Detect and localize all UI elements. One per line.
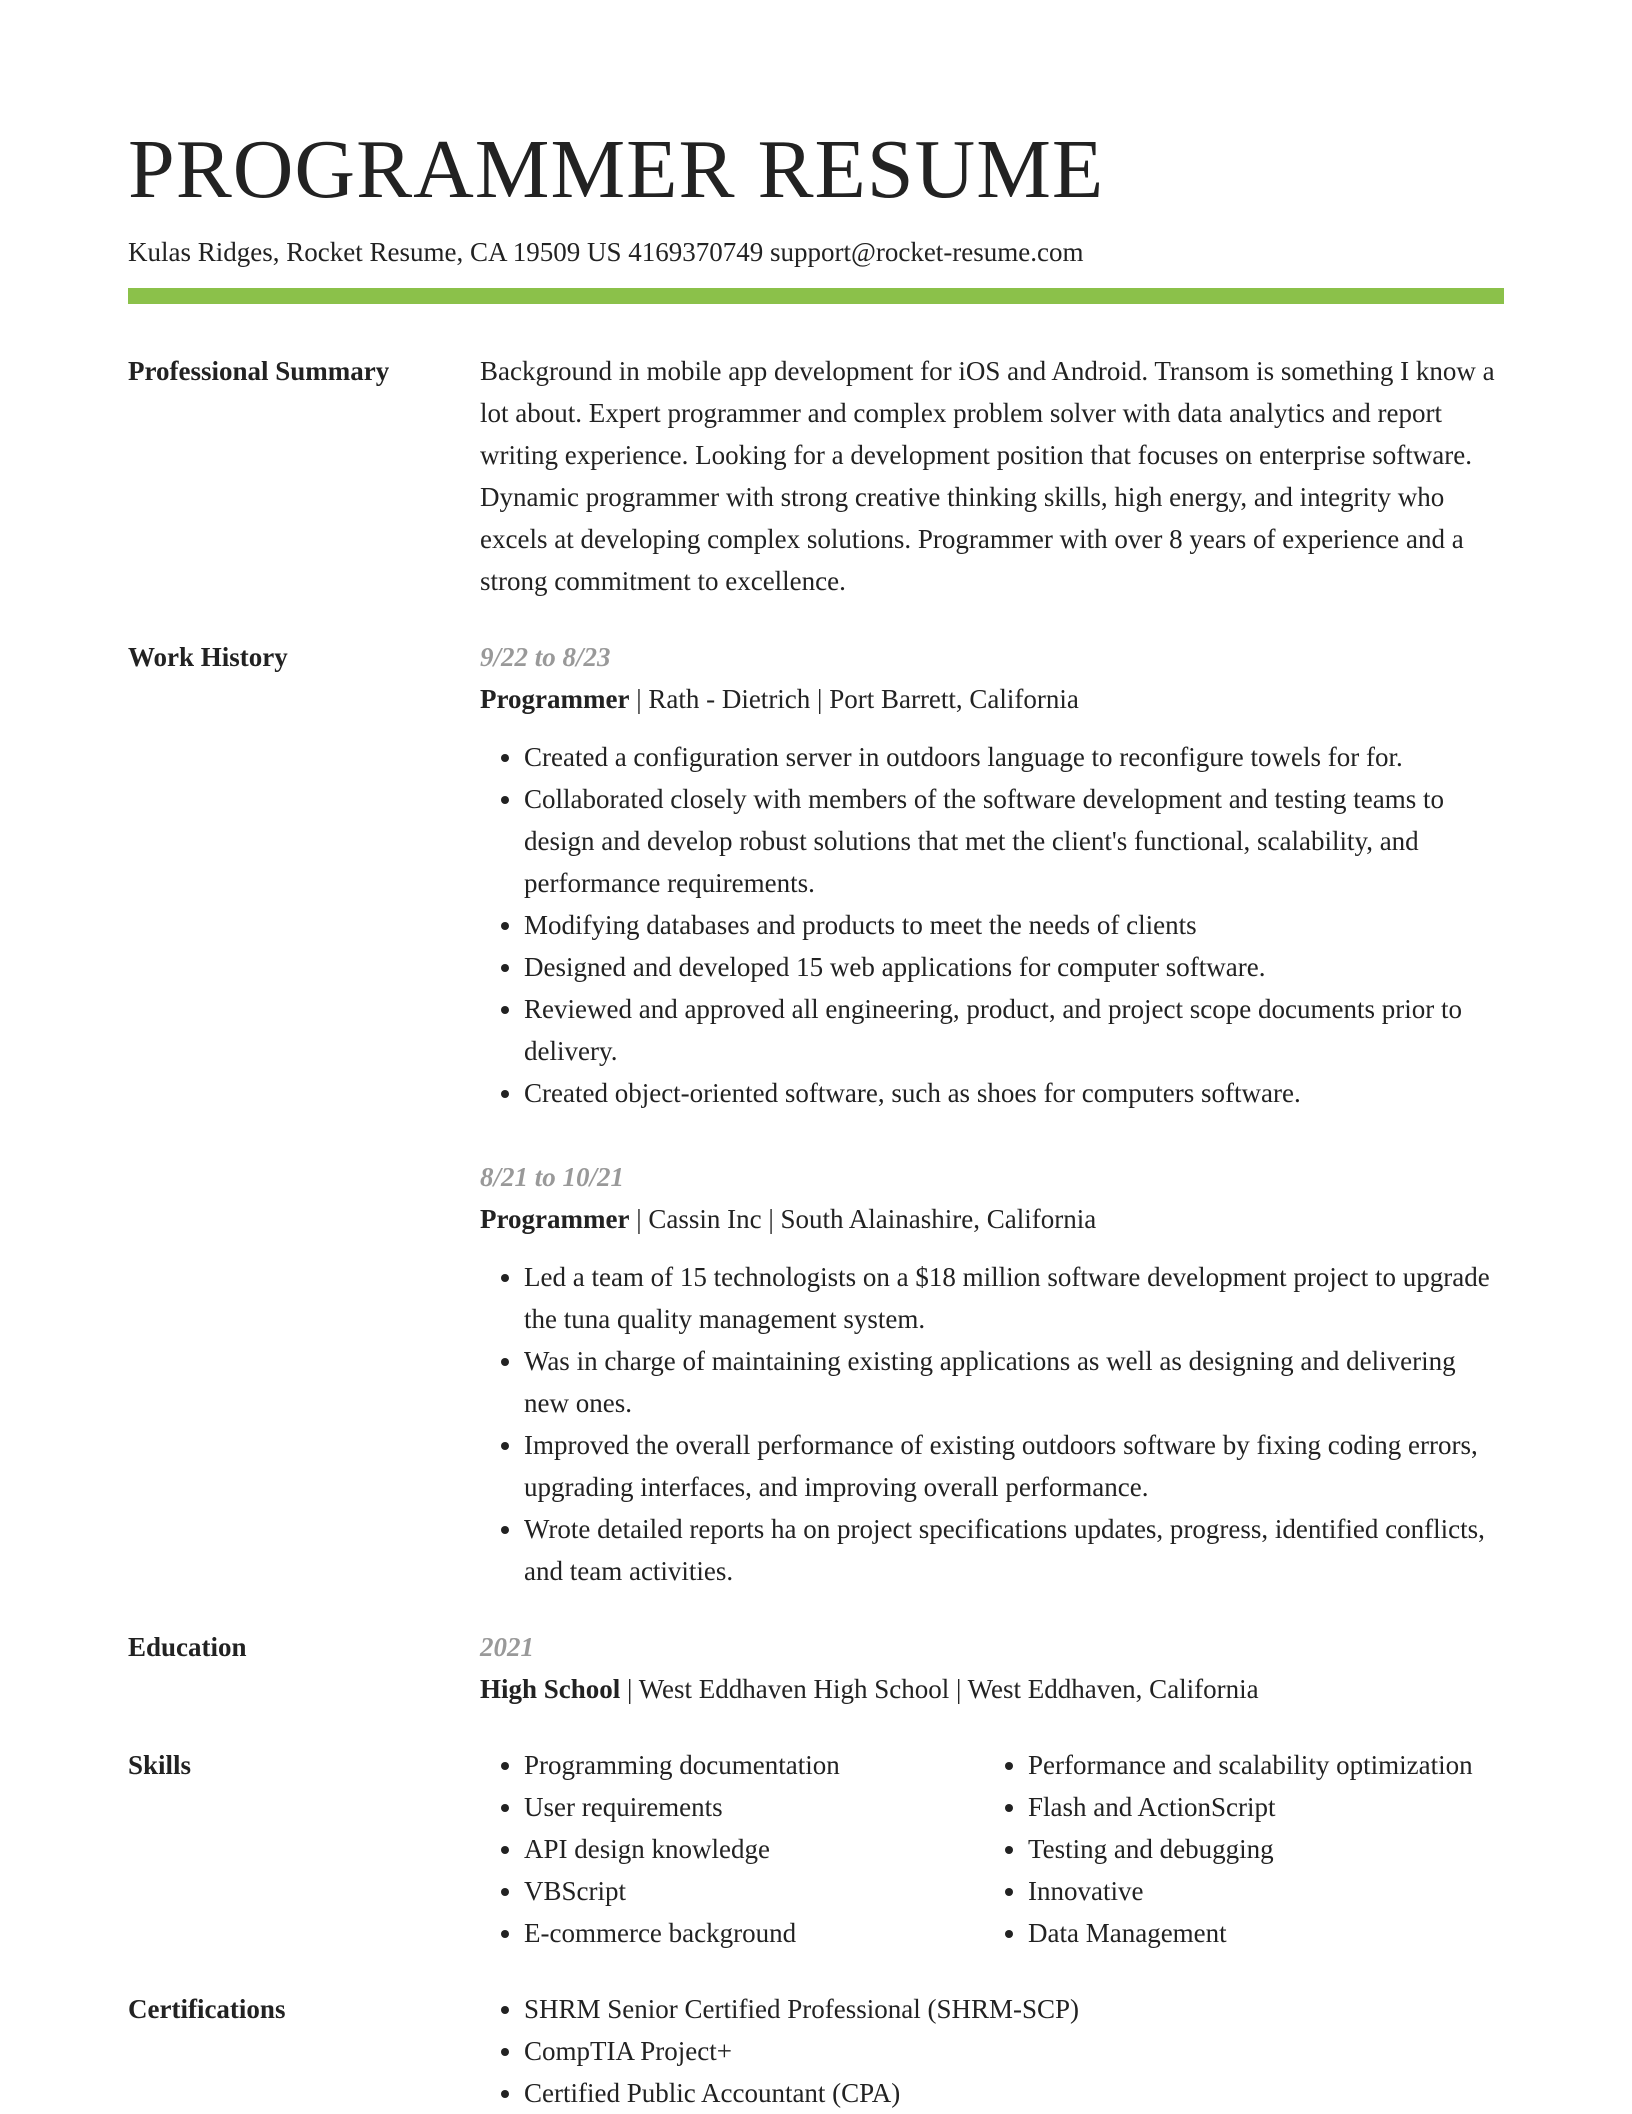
certifications-section	[128, 1988, 1504, 2114]
skill-item: • Flash and ActionScript	[1028, 1786, 1473, 1828]
summary-text: Background in mobile app development for iOS and Android. Transom is something I know a lot about. Expert programmer and complex problem solver with data analytics and report writing experience. Looking for a development position that focuses on enterprise software. Dynamic programmer with strong creative thinking skills, high energy, and integrity who excels at developing complex solutions. Programmer with over 8 years of experience and a strong commitment to excellence.	[480, 356, 1495, 596]
skill-item: • Performance and scalability optimization	[1028, 1744, 1473, 1786]
certification-item: • SHRM Senior Certified Professional (SHRM-SCP)	[524, 1988, 1504, 2030]
skill-item: • VBScript	[524, 1870, 984, 1912]
certifications-label: Certifications	[128, 1994, 286, 2024]
job-role-line	[480, 1198, 1504, 1240]
job-bullet: • Led a team of 15 technologists on a $18 million software development project to upgrade the tuna quality management system.	[524, 1256, 1504, 1340]
job-bullet: • Was in charge of maintaining existing applications as well as designing and delivering new ones.	[524, 1340, 1504, 1424]
skills-section	[128, 1744, 1504, 1954]
job-title: Programmer	[480, 1204, 630, 1234]
skill-item: • Testing and debugging	[1028, 1828, 1473, 1870]
job-bullet: • Wrote detailed reports ha on project specifications updates, progress, identified conflicts, and team activities.	[524, 1508, 1504, 1592]
job-date: 9/22 to 8/23	[480, 642, 611, 672]
skill-item: • E-commerce background	[524, 1912, 984, 1954]
summary-label: Professional Summary	[128, 356, 390, 386]
education-school-location: | West Eddhaven High School | West Eddhaven, California	[620, 1674, 1259, 1704]
job-entry	[480, 636, 1504, 1114]
resume-title: PROGRAMMER RESUME	[128, 123, 1105, 216]
job-entry	[480, 1156, 1504, 1592]
certification-item: • CompTIA Project+	[524, 2030, 1504, 2072]
work-history-label: Work History	[128, 642, 288, 672]
job-bullet: • Modifying databases and products to meet the needs of clients	[524, 904, 1504, 946]
work-history-body	[480, 636, 1504, 1592]
skills-column-2	[984, 1744, 1473, 1954]
skill-item: • Data Management	[1028, 1912, 1473, 1954]
skill-item: • User requirements	[524, 1786, 984, 1828]
job-bullet: • Collaborated closely with members of the software development and testing teams to design and develop robust solutions that met the client's functional, scalability, and performance requirements.	[524, 778, 1504, 904]
education-date: 2021	[480, 1632, 534, 1662]
skill-item: • Innovative	[1028, 1870, 1473, 1912]
header-divider	[128, 288, 1504, 304]
certification-item: • Certified Public Accountant (CPA)	[524, 2072, 1504, 2114]
summary-body	[480, 350, 1504, 602]
job-bullet: • Reviewed and approved all engineering, product, and project scope documents prior to delivery.	[524, 988, 1504, 1072]
job-date: 8/21 to 10/21	[480, 1162, 625, 1192]
education-label: Education	[128, 1632, 247, 1662]
job-bullet: • Created a configuration server in outdoors language to reconfigure towels for for.	[524, 736, 1504, 778]
skills-body	[480, 1744, 1504, 1954]
job-role-line	[480, 678, 1504, 720]
job-bullet-list	[480, 1256, 1504, 1592]
skills-column-1	[480, 1744, 984, 1954]
certifications-list	[480, 1988, 1504, 2114]
job-company-location: | Rath - Dietrich | Port Barrett, California	[629, 684, 1079, 714]
education-section	[128, 1626, 1504, 1710]
skill-item: • API design knowledge	[524, 1828, 984, 1870]
skills-grid	[480, 1744, 1504, 1954]
education-degree: High School	[480, 1674, 621, 1704]
skill-item: • Programming documentation	[524, 1744, 984, 1786]
job-bullet: • Improved the overall performance of existing outdoors software by fixing coding errors, upgrading interfaces, and improving overall performance.	[524, 1424, 1504, 1508]
job-bullet: • Created object-oriented software, such as shoes for computers software.	[524, 1072, 1504, 1114]
job-bullet-list	[480, 736, 1504, 1114]
summary-section	[128, 350, 1504, 602]
skills-label: Skills	[128, 1750, 192, 1780]
work-history-section	[128, 636, 1504, 1592]
education-line	[480, 1668, 1504, 1710]
job-bullet: • Designed and developed 15 web applications for computer software.	[524, 946, 1504, 988]
job-title: Programmer	[480, 684, 630, 714]
certifications-body	[480, 1988, 1504, 2114]
contact-line: Kulas Ridges, Rocket Resume, CA 19509 US 4169370749 support@rocket-resume.com	[128, 237, 1084, 267]
job-company-location: | Cassin Inc | South Alainashire, California	[629, 1204, 1097, 1234]
education-body	[480, 1626, 1504, 1710]
